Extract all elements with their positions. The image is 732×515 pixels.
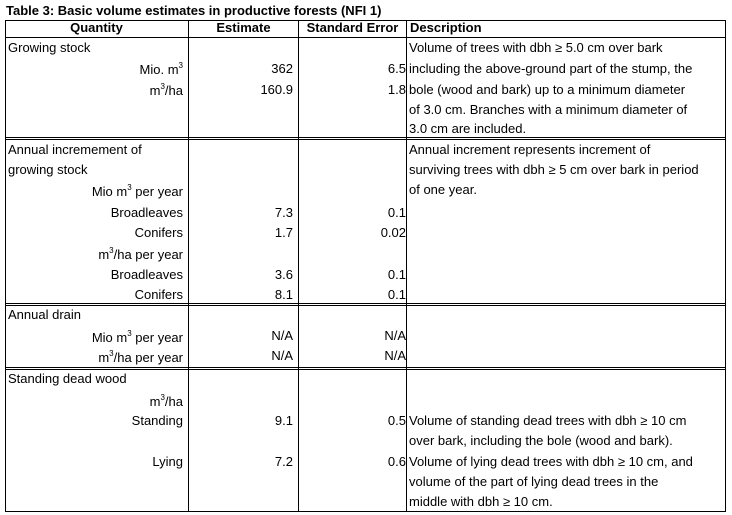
description-text: middle with dbh ≥ 10 cm. [409,494,553,509]
estimate-value: 160.9 [260,82,293,97]
column-divider [406,20,407,512]
standard-error-value: 0.1 [387,205,406,220]
species-label: Conifers [134,287,183,302]
unit-label: $m^3/ha$ per year [98,246,183,262]
standard-error-value: 0.02 [380,225,406,240]
standard-error-value: N/A [384,348,406,363]
standard-error-value: 1.8 [387,82,406,97]
description-text: including the above-ground part of the stump, the [409,61,693,76]
table-border-left [5,20,6,512]
header-description: Description [410,20,482,35]
column-divider [188,20,189,512]
description-text: 3.0 cm are included. [409,121,527,136]
description-text: Volume of lying dead trees with dbh ≥ 10 cm, and [409,454,693,469]
unit-label: $m^3/ha$ [149,393,183,409]
table-border-bottom [5,511,726,512]
standard-error-value: 0.6 [387,454,406,469]
unit-label: $m^3/ha$ per year [98,349,183,365]
species-label: Conifers [134,225,183,240]
table-border-right [725,20,726,512]
unit-label: Mio $m^3$ per year [91,329,183,345]
unit-label: Mio. $m^3$ [139,61,183,77]
column-divider [298,20,299,512]
estimate-value: 8.1 [274,287,293,302]
annual-increment-label: growing stock [8,162,88,177]
dead-wood-label: Standing dead wood [8,371,127,386]
standard-error-value: 0.1 [387,267,406,282]
section-divider [5,303,726,306]
estimate-value: N/A [271,348,293,363]
standard-error-value: 0.1 [387,287,406,302]
standard-error-value: 0.5 [387,413,406,428]
unit-label: Mio $m^3$ per year [91,183,183,199]
description-text: of 3.0 cm. Branches with a minimum diameter of [409,102,688,117]
species-label: Broadleaves [110,205,183,220]
estimate-value: N/A [271,328,293,343]
estimate-value: 1.7 [274,225,293,240]
description-text: bole (wood and bark) up to a minimum diameter [409,82,686,97]
species-label: Broadleaves [110,267,183,282]
standard-error-value: N/A [384,328,406,343]
estimate-value: 7.2 [274,454,293,469]
annual-drain-label: Annual drain [8,307,81,322]
growing-stock-label: Growing stock [8,40,91,55]
description-text: over bark, including the bole (wood and bark). [409,433,673,448]
estimate-value: 3.6 [274,267,293,282]
description-text: of one year. [409,182,477,197]
description-text: Volume of trees with dbh ≥ 5.0 cm over bark [409,40,663,55]
annual-increment-label: Annual incremement of [8,142,142,157]
header-quantity: Quantity [70,20,123,35]
volume-estimates-table [5,20,726,512]
unit-label: $m^3/ha$ [149,82,183,98]
description-text: Volume of standing dead trees with dbh ≥ 10 cm [409,413,687,428]
dead-wood-type-label: Lying [152,454,183,469]
header-estimate: Estimate [216,20,271,35]
estimate-value: 362 [271,61,293,76]
description-text: surviving trees with dbh ≥ 5 cm over bark in period [409,162,699,177]
description-text: Annual increment represents increment of [409,142,651,157]
description-text: volume of the part of lying dead trees in the [409,474,659,489]
estimate-value: 9.1 [274,413,293,428]
header-standard-error: Standard Error [306,20,399,35]
standard-error-value: 6.5 [387,61,406,76]
estimate-value: 7.3 [274,205,293,220]
dead-wood-type-label: Standing [131,413,183,428]
table-caption: Table 3: Basic volume estimates in productive forests (NFI 1) [6,3,382,18]
